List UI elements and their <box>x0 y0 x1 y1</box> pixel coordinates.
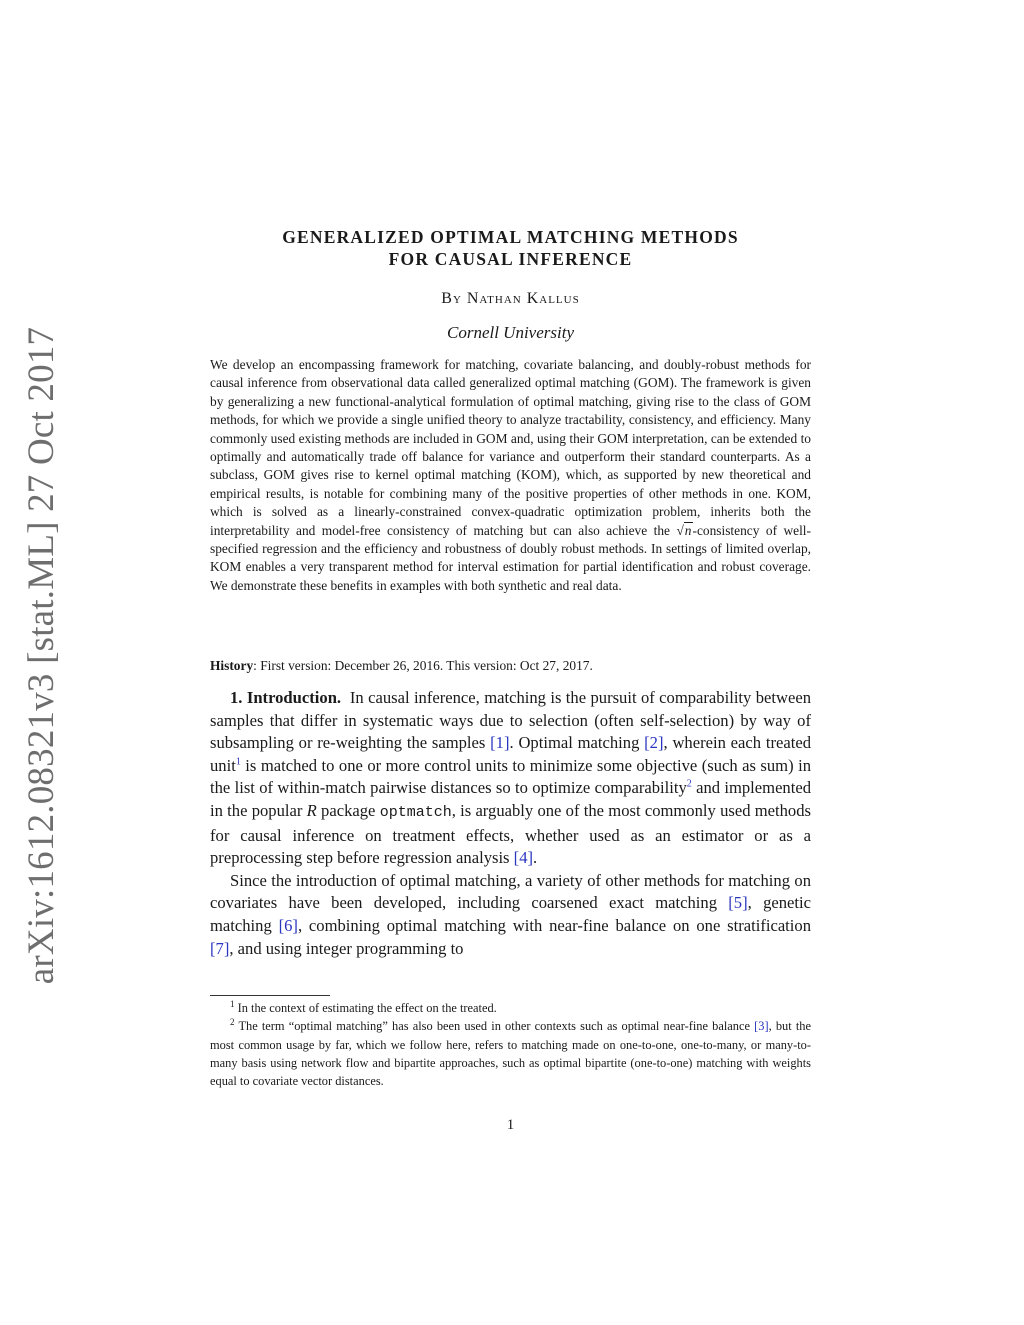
footnote-1: $^1$ In the context of estimating the effect on the treated. <box>230 998 497 1015</box>
citation-link-1[interactable]: [1] <box>490 733 510 753</box>
intro-paragraph-1: 1. Introduction. In causal inference, matching is the pursuit of comparability between samples that differ in systematic ways due to selection (often self-selection) by way of subsampling or re-weighting the samples [1]. Optimal matching [2], wherein each treated unit$^1$ is matched to one or more control units to minimize some objective (such as sum) in the list of within-match pairwise distances so to optimize comparability$^2$ and implemented in the popular R package optmatch, is arguably one of the most commonly used methods for causal inference on treatment effects, whether used as an estimator or as a preprocessing step before regression analysis [4]. <box>210 688 812 868</box>
footnote-mark-2[interactable]: 2 <box>686 778 692 790</box>
intro-paragraph-2: Since the introduction of optimal matching, a variety of other methods for matching on covariates have been developed, including coarsened exact matching [5], genetic matching [6], combining optimal matching with near-fine balance on one stratification [7], and using integer programming to <box>210 870 811 958</box>
author-line: By Nathan Kallus <box>441 290 580 307</box>
package-name-optmatch: optmatch <box>379 803 452 821</box>
section-number: 1. <box>230 688 243 707</box>
citation-link-7[interactable]: [7] <box>210 938 230 958</box>
footnotes <box>210 999 811 1090</box>
footnote-divider <box>210 995 330 996</box>
r-language-name: R <box>306 800 317 820</box>
abstract-text-part-1: We develop an encompassing framework for matching, covariate balancing, and doubly-robust methods for causal inference from observational data called generalized optimal matching (GOM). The framework is given by generalizing a new functional-analytical formulation of optimal matching, giving rise to the class of GOM methods, for which we provide a single unified theory to analyze tractability, consistency, and efficiency. Many commonly used existing methods are included in GOM and, using their GOM interpretation, can be extended to optimally and automatically trade off balance for variance and outperform their standard counterparts. As a subclass, GOM gives rise to kernel optimal matching (KOM), which, as supported by new theoretical and empirical results, is notable for combining many of the positive properties of other methods in one. KOM, which is solved as a linearly-constrained convex-quadratic optimization problem, inherits both the interpretability and model-free consistency of matching but can also achieve the <box>210 357 811 538</box>
sqrt-n-symbol: √n <box>676 522 692 538</box>
citation-link-2[interactable]: [2] <box>644 733 664 753</box>
page-number: 1 <box>506 1117 515 1133</box>
footnote-2: $^2$ The term “optimal matching” has also been used in other contexts such as optimal near-fine balance [3], but the most common usage by far, which we follow here, refers to matching made on one-to-one, one-to-many, or many-to-many basis using network flow and bipartite approaches, such as optimal bipartite (one-to-one) matching with weights equal to covariate vector distances. <box>210 1017 811 1089</box>
history-text: : First version: December 26, 2016. This version: Oct 27, 2017. <box>253 658 593 673</box>
abstract-text-part-2: -consistency of well-specified regression and the efficiency and robustness of doubly robust methods. In settings of limited overlap, KOM enables a very transparent method for interval estimation for partial identification and robust coverage. We demonstrate these benefits in examples with both synthetic and real data. <box>210 522 811 593</box>
paper-title <box>210 226 811 270</box>
footnote-2-mark: 2 <box>230 1017 235 1028</box>
citation-link-3[interactable]: [3] <box>754 1019 769 1034</box>
abstract <box>210 356 811 595</box>
title-line-2: FOR CAUSAL INFERENCE <box>388 249 633 269</box>
citation-link-4[interactable]: [4] <box>513 848 534 868</box>
citation-link-5[interactable]: [5] <box>728 893 748 913</box>
history-line <box>210 658 811 674</box>
title-line-1: GENERALIZED OPTIMAL MATCHING METHODS <box>282 227 739 247</box>
footnote-mark-1[interactable]: 1 <box>235 756 241 768</box>
history-label: History <box>210 658 254 673</box>
affiliation: Cornell University <box>446 323 574 342</box>
arxiv-identifier-text: arXiv:1612.08321v3 [stat.ML] 27 Oct 2017 <box>21 326 63 984</box>
citation-link-6[interactable]: [6] <box>278 915 298 935</box>
footnote-1-mark: 1 <box>230 998 235 1009</box>
section-title: Introduction. <box>246 688 342 707</box>
arxiv-identifier-stamp <box>14 326 70 984</box>
introduction-section <box>210 687 811 960</box>
